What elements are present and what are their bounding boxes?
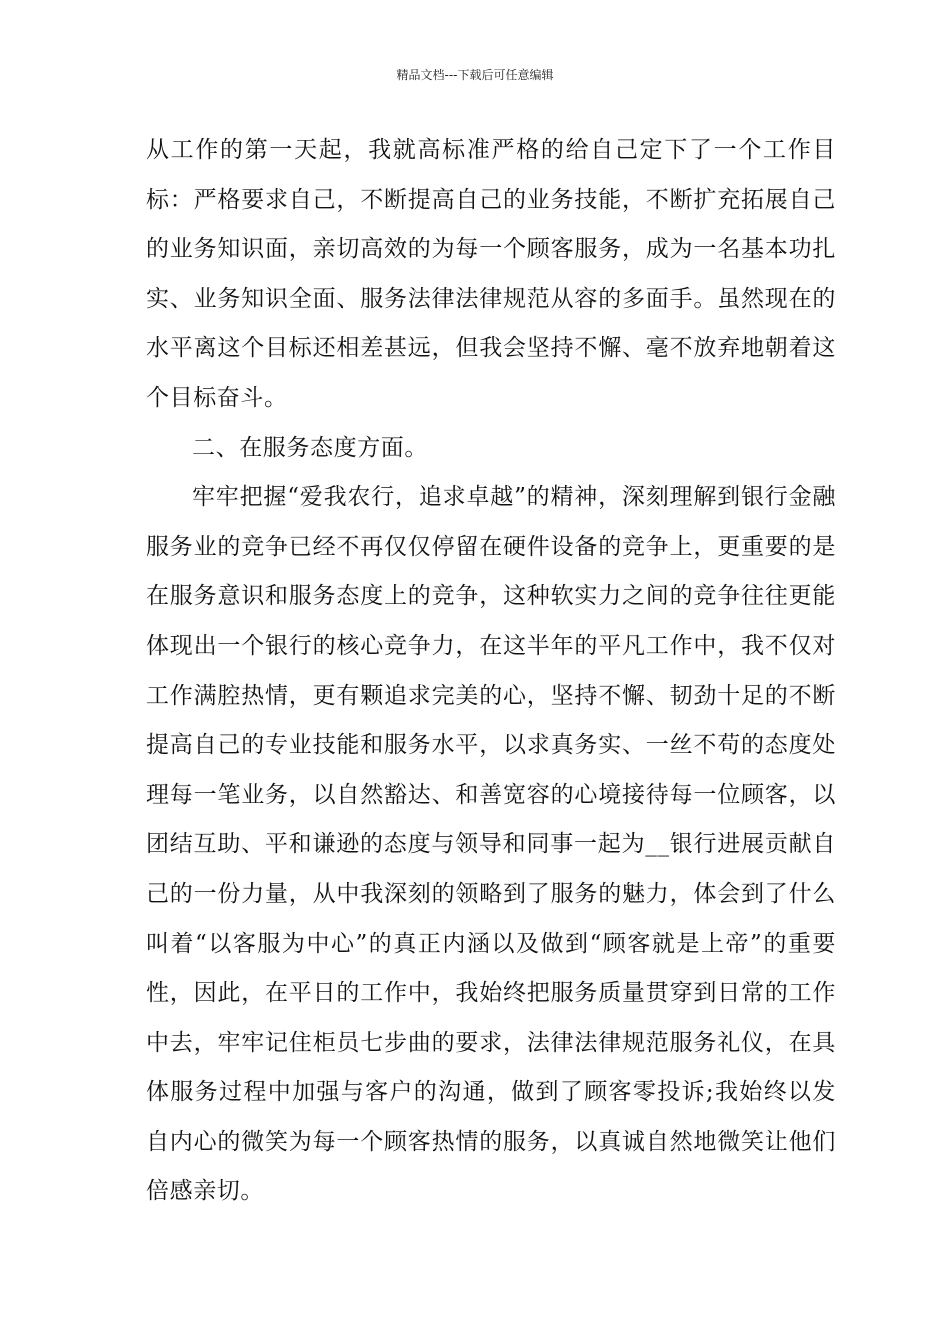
paragraph-service-attitude: 牢牢把握“爱我农行，追求卓越”的精神，深刻理解到银行金融服务业的竞争已经不再仅仅停留在硬件设备的竞争上，更重要的是在服务意识和服务态度上的竞争，这种软实力之间的竞争往往更能体现出一个银行的核心竞争力，在这半年的平凡工作中，我不仅对工作满腔热情，更有颗追求完美的心，坚持不懈、韧劲十足的不断提高自己的专业技能和服务水平，以求真务实、一丝不苟的态度处理每一笔业务，以自然豁达、和善宽容的心境接待每一位顾客，以团结互助、平和谦逊的态度与领导和同事一起为__银行进展贡献自己的一份力量，从中我深刻的领略到了服务的魅力，体会到了什么叫着“以客服为中心”的真正内涵以及做到“顾客就是上帝”的重要性，因此，在平日的工作中，我始终把服务质量贯穿到日常的工作中去，牢牢记住柜员七步曲的要求，法律法律规范服务礼仪，在具体服务过程中加强与客户的沟通，做到了顾客零投诉;我始终以发自内心的微笑为每一个顾客热情的服务，以真诚自然地微笑让他们倍感亲切。 — [146, 484, 836, 1205]
document-body — [146, 126, 836, 1217]
paragraph-work-goal: 从工作的第一天起，我就高标准严格的给自己定下了一个工作目标：严格要求自己，不断提高自己的业务技能，不断扩充拓展自己的业务知识面，亲切高效的为每一个顾客服务，成为一名基本功扎实、业务知识全面、服务法律法律规范从容的多面手。虽然现在的水平离这个目标还相差甚远，但我会坚持不懈、毫不放弃地朝着这个目标奋斗。 — [146, 137, 836, 411]
page-header: 精品文档---下载后可任意编辑 — [396, 68, 554, 82]
section-heading-service-attitude: 二、在服务态度方面。 — [192, 434, 428, 461]
